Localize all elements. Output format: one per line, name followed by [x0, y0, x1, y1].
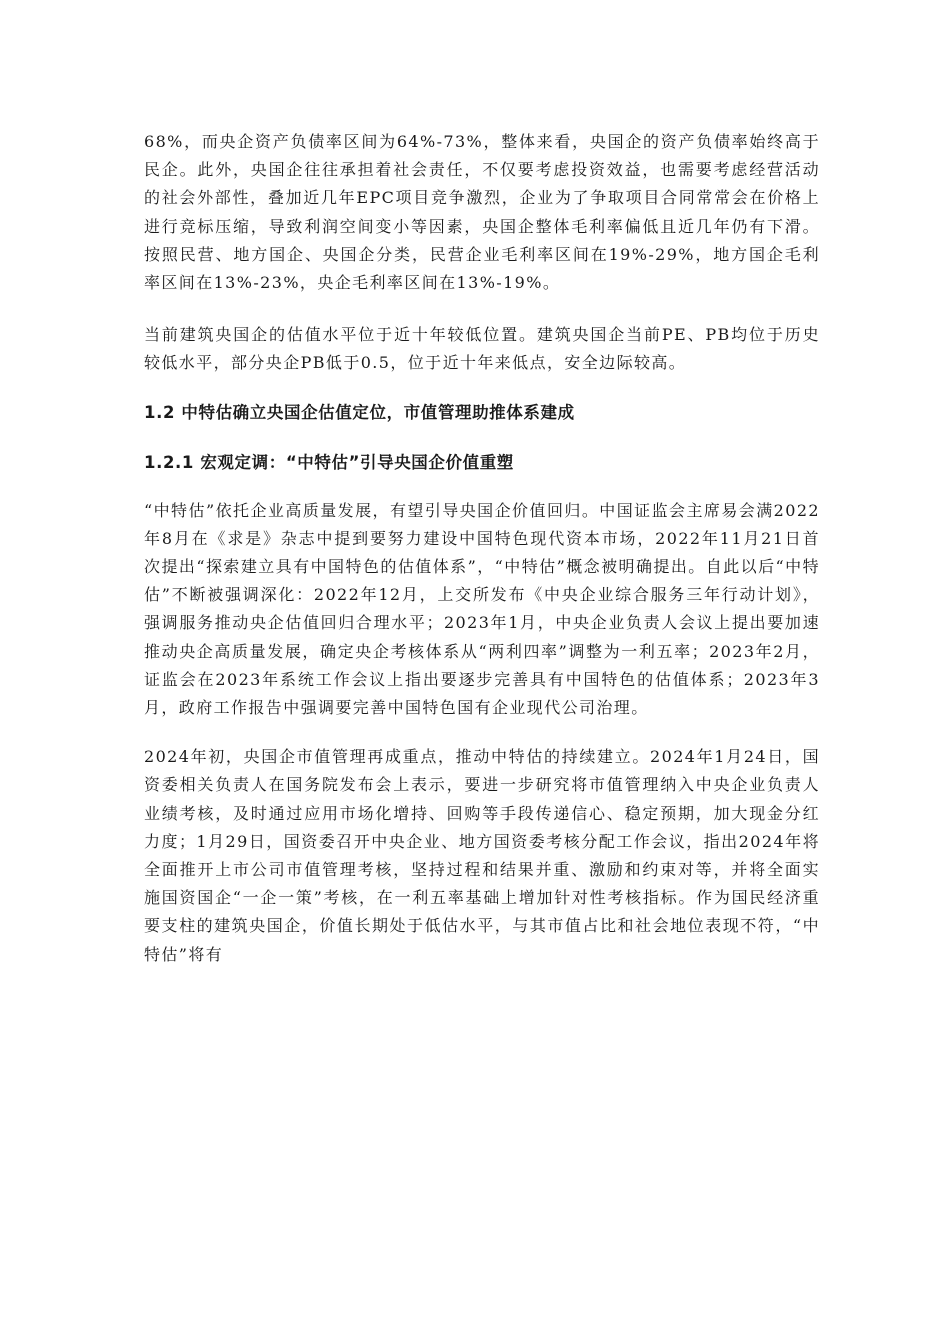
- document-body: [144, 128, 820, 990]
- paragraph-market-value-management: 2024年初，央国企市值管理再成重点，推动中特估的持续建立。2024年1月24日，国资委相关负责人在国务院发布会上表示，要进一步研究将市值管理纳入中央企业负责人业绩考核，及时通过应用市场化增持、回购等手段传递信心、稳定预期，加大现金分红力度；1月29日，国资委召开中央企业、地方国资委考核分配工作会议，指出2024年将全面推开上市公司市值管理考核，坚持过程和结果并重、激励和约束对等，并将全面实施国资国企“一企一策”考核，在一利五率基础上增加针对性考核指标。作为国民经济重要支柱的建筑央国企，价值长期处于低估水平，与其市值占比和社会地位表现不符，“中特估”将有: [144, 747, 820, 964]
- paragraph-zhongteguo-origin: “中特估”依托企业高质量发展，有望引导央国企价值回归。中国证监会主席易会满2022年8月在《求是》杂志中提到要努力建设中国特色现代资本市场，2022年11月21日首次提出“探索建立具有中国特色的估值体系”，“中特估”概念被明确提出。自此以后“中特估”不断被强调深化：2022年12月，上交所发布《中央企业综合服务三年行动计划》，强调服务推动央企估值回归合理水平；2023年1月，中央企业负责人会议上提出要加速推动央企高质量发展，确定央企考核体系从“两利四率”调整为一利五率；2023年2月，证监会在2023年系统工作会议上指出要逐步完善具有中国特色的估值体系；2023年3月，政府工作报告中强调要完善中国特色国有企业现代公司治理。: [144, 500, 820, 718]
- paragraph-debt-and-margin: 68%，而央企资产负债率区间为64%-73%，整体来看，央国企的资产负债率始终高于民企。此外，央国企往往承担着社会责任，不仅要考虑投资效益，也需要考虑经营活动的社会外部性，叠加近几年EPC项目竞争激烈，企业为了争取项目合同常常会在价格上进行竞标压缩，导致利润空间变小等因素，央国企整体毛利率偏低且近几年仍有下滑。按照民营、地方国企、央国企分类，民营企业毛利率区间在19%-29%，地方国企毛利率区间在13%-23%，央企毛利率区间在13%-19%。: [144, 132, 820, 293]
- section-heading: 1.2 中特估确立央国企估值定位，市值管理助推体系建成: [144, 402, 575, 422]
- paragraph-valuation-level: 当前建筑央国企的估值水平位于近十年较低位置。建筑央国企当前PE、PB均位于历史较低水平，部分央企PB低于0.5，位于近十年来低点，安全边际较高。: [144, 325, 820, 373]
- subsection-heading: 1.2.1 宏观定调：“中特估”引导央国企价值重塑: [144, 452, 514, 472]
